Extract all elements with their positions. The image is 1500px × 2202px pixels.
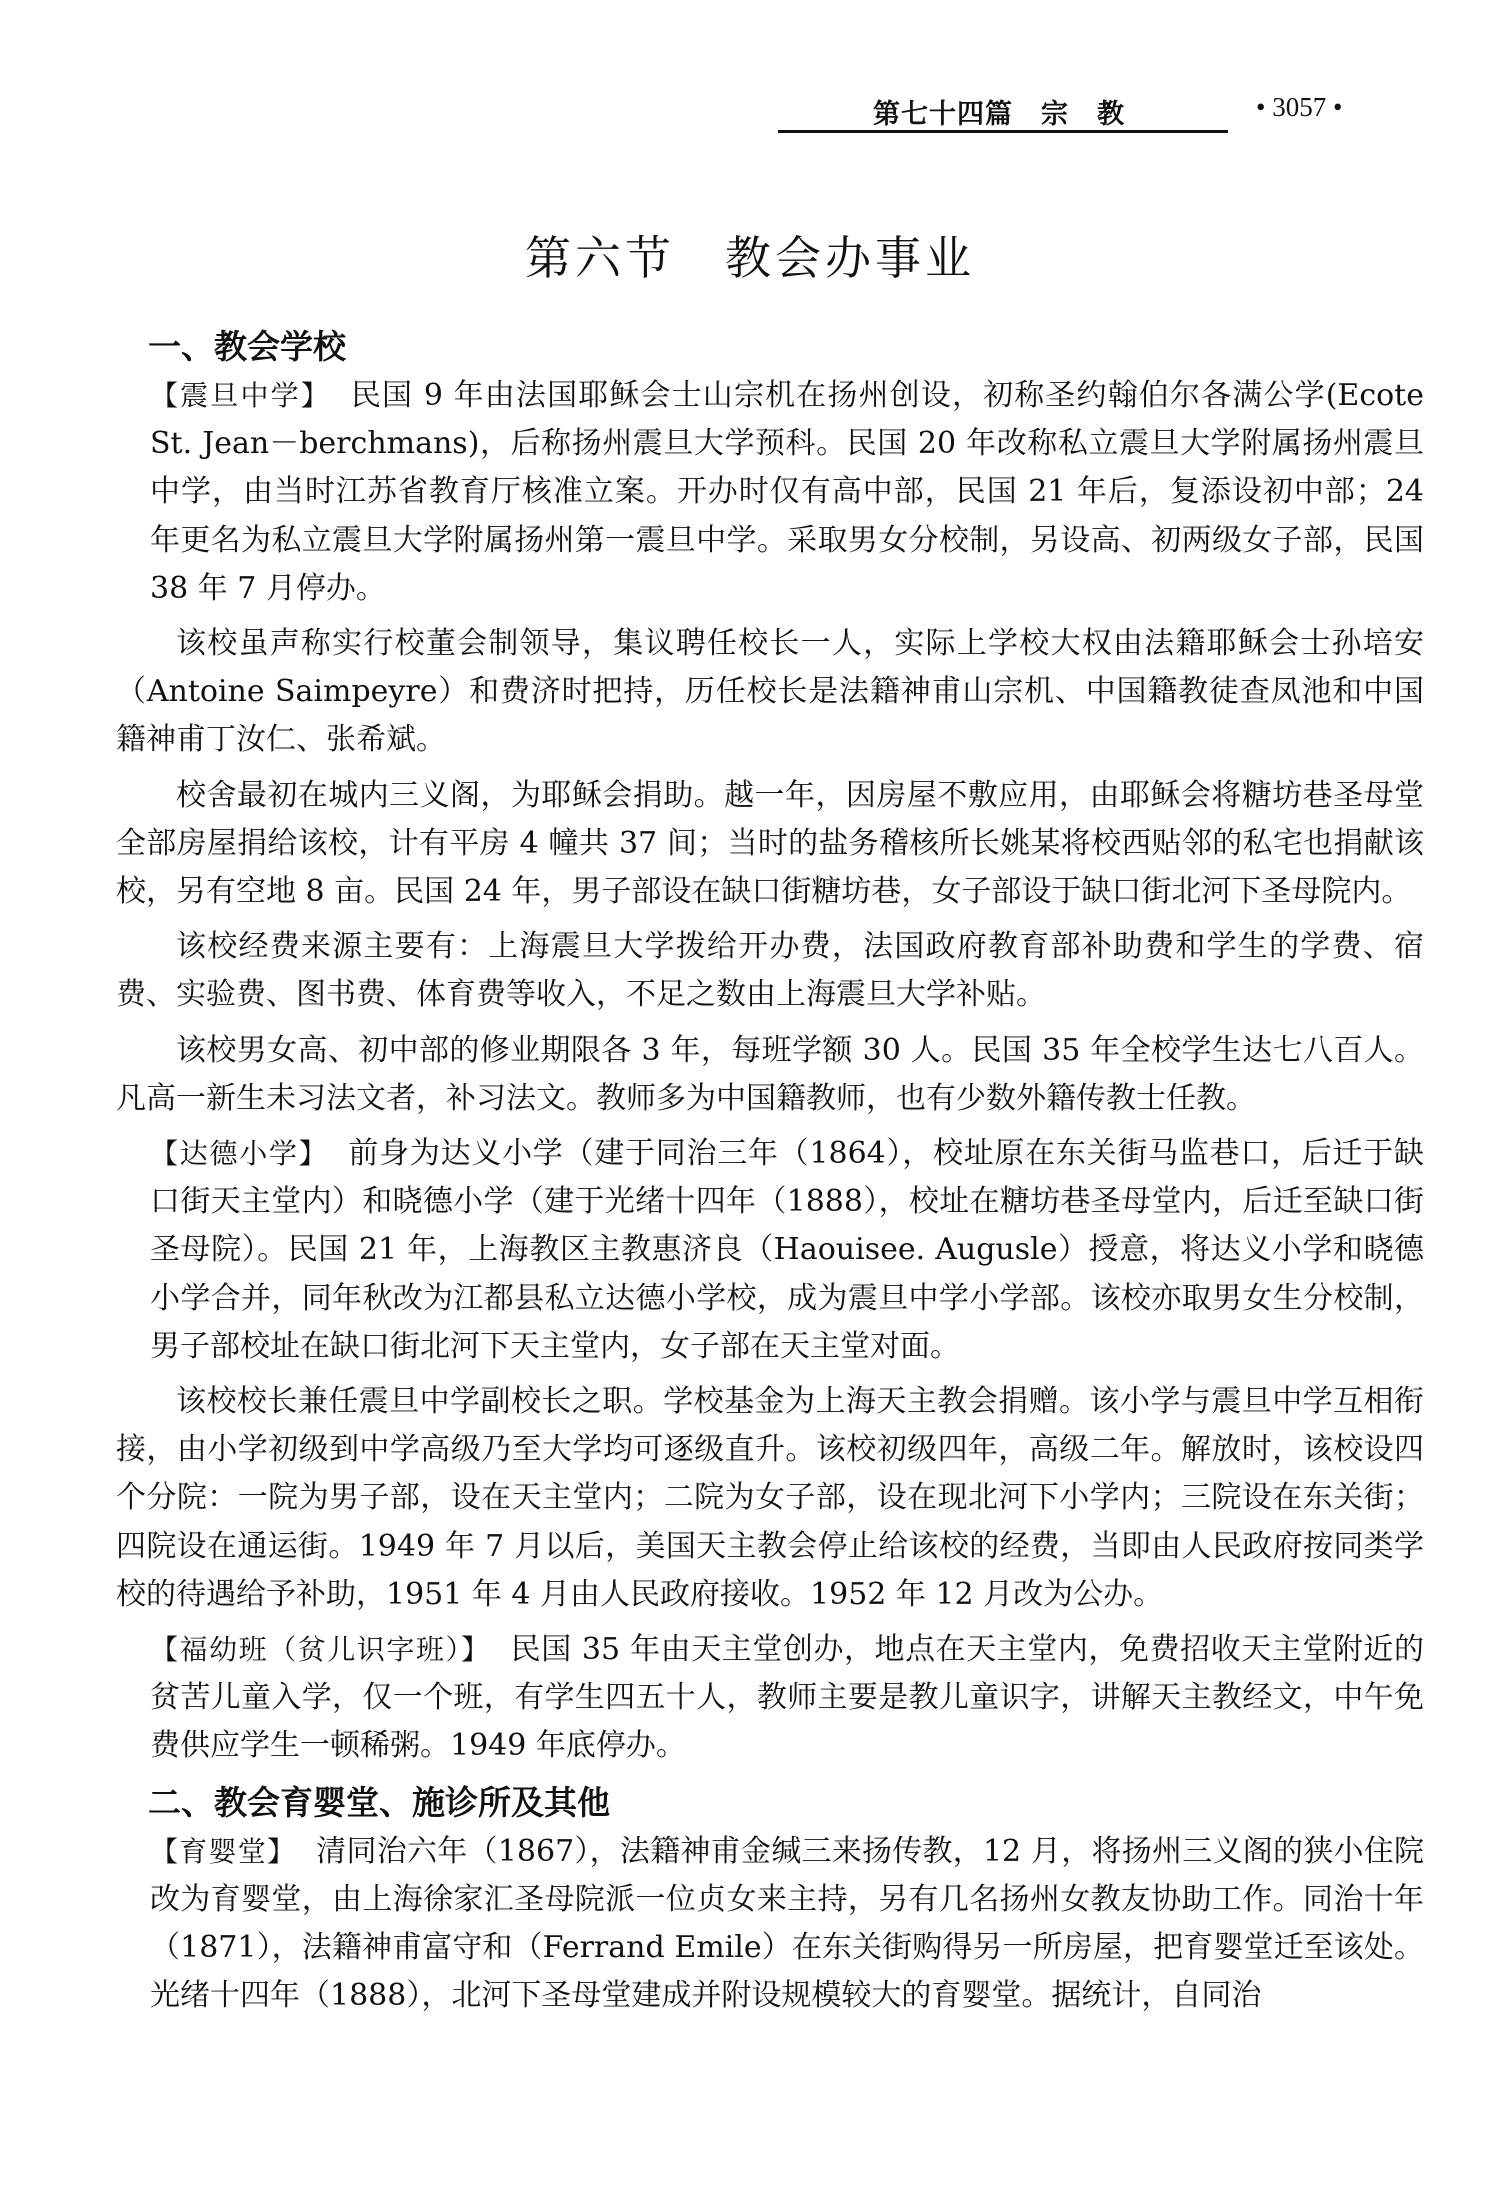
- paragraph-zhendan-middle-school: [116, 372, 1424, 613]
- paragraph-text: 前身为达义小学（建于同治三年（1864），校址原在东关街马监巷口，后迁于缺口街天主堂内）和晓德小学（建于光绪十四年（1888），校址在糖坊巷圣母堂内，后迁至缺口街圣母院）。民国 21 年，上海教区主教惠济良（Haouisee. Augusle）授意，将达义小学和晓德小学合并，同年秋改为江都县私立达德小学校，成为震旦中学小学部。该校亦取男女生分校制，男子部校址在缺口街北河下天主堂内，女子部在天主堂对面。: [150, 1136, 1424, 1364]
- paragraph: 校舍最初在城内三义阁，为耶稣会捐助。越一年，因房屋不敷应用，由耶稣会将糖坊巷圣母堂全部房屋捐给该校，计有平房 4 幢共 37 间；当时的盐务稽核所长姚某将校西贴邻的私宅也捐献该校，另有空地 8 亩。民国 24 年，男子部设在缺口街糖坊巷，女子部设于缺口街北河下圣母院内。: [116, 777, 1424, 910]
- paragraph: 该校虽声称实行校董会制领导，集议聘任校长一人，实际上学校大权由法籍耶稣会士孙培安（Antoine Saimpeyre）和费济时把持，历任校长是法籍神甫山宗机、中国籍教徒查凤池和中国籍神甫丁汝仁、张希斌。: [116, 626, 1424, 758]
- entry-tag: 【育婴堂】: [150, 1834, 297, 1868]
- paragraph: 该校男女高、初中部的修业期限各 3 年，每班学额 30 人。民国 35 年全校学生达七八百人。凡高一新生未习法文者，补习法文。教师多为中国籍教师，也有少数外籍传教士任教。: [116, 1032, 1424, 1116]
- main-content: [116, 322, 1424, 2028]
- entry-tag: 【达德小学】: [150, 1137, 329, 1171]
- paragraph-text: 清同治六年（1867），法籍神甫金缄三来扬传教，12 月，将扬州三义阁的狭小住院改为育婴堂，由上海徐家汇圣母院派一位贞女来主持，另有几名扬州女教友协助工作。同治十年（1871），法籍神甫富守和（Ferrand Emile）在东关街购得另一所房屋，把育婴堂迁至该处。光绪十四年（1888），北河下圣母堂建成并附设规模较大的育婴堂。据统计，自同治: [150, 1833, 1424, 2014]
- entry-tag: 【震旦中学】: [150, 379, 331, 412]
- section-title: 第六节 教会办事业: [525, 231, 975, 285]
- paragraph-fuyou-class: [116, 1626, 1424, 1771]
- paragraph-orphanage: [116, 1828, 1424, 2021]
- paragraph-text: 民国 9 年由法国耶稣会士山宗机在扬州创设，初称圣约翰伯尔各满公学(Ecote St. Jean－berchmans)，后称扬州震旦大学预科。民国 20 年改称私立震旦大学附属扬州震旦中学，由当时江苏省教育厅核准立案。开办时仅有高中部，民国 21 年后，复添设初中部；24 年更名为私立震旦大学附属扬州第一震旦中学。采取男女分校制，另设高、初两级女子部，民国 38 年 7 月停办。: [150, 378, 1424, 606]
- paragraph-text: 民国 35 年由天主堂创办，地点在天主堂内，免费招收天主堂附近的贫苦儿童入学，仅一个班，有学生四五十人，教师主要是教儿童识字，讲解天主教经文，中午免费供应学生一顿稀粥。1949 年底停办。: [150, 1632, 1424, 1764]
- heading-church-schools: 一、教会学校: [148, 327, 346, 366]
- heading-church-welfare: 二、教会育婴堂、施诊所及其他: [148, 1782, 610, 1822]
- chapter-title: 第七十四篇 宗 教: [873, 99, 1125, 130]
- page-number: • 3057 •: [1256, 92, 1343, 122]
- entry-tag: 【福幼班（贫儿识字班）】: [150, 1633, 491, 1667]
- paragraph-dade-primary-school: [116, 1130, 1424, 1371]
- paragraph: 该校校长兼任震旦中学副校长之职。学校基金为上海天主教会捐赠。该小学与震旦中学互相衔接，由小学初级到中学高级乃至大学均可逐级直升。该校初级四年，高级二年。解放时，该校设四个分院：一院为男子部，设在天主堂内；二院为女子部，设在现北河下小学内；三院设在东关街；四院设在通运街。1949 年 7 月以后，美国天主教会停止给该校的经费，当即由人民政府按同类学校的待遇给予补助，1951 年 4 月由人民政府接收。1952 年 12 月改为公办。: [116, 1384, 1424, 1612]
- paragraph: 该校经费来源主要有：上海震旦大学拨给开办费，法国政府教育部补助费和学生的学费、宿费、实验费、图书费、体育费等收入，不足之数由上海震旦大学补贴。: [116, 929, 1424, 1013]
- running-header: [778, 92, 1228, 133]
